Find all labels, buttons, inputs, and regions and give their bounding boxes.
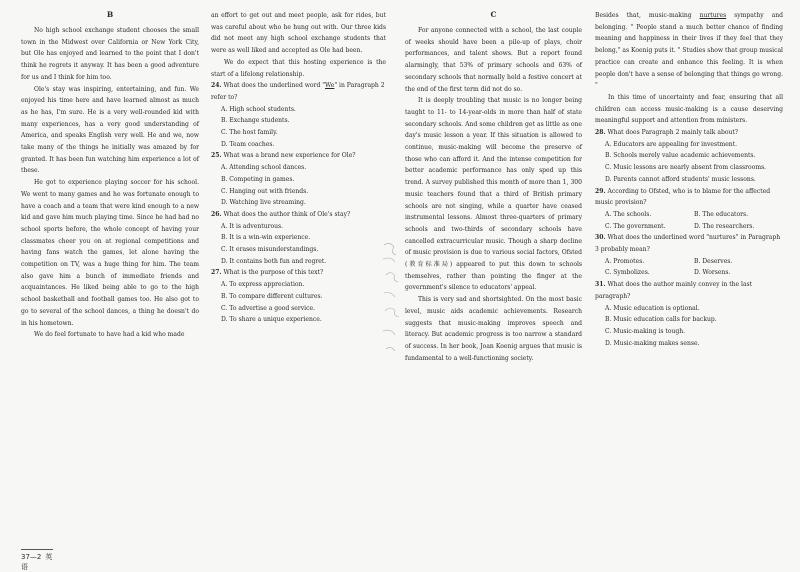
question-number: 28. [595, 129, 606, 137]
question-30: 30. What does the underlined word "nurtures" in Paragraph 3 probably mean? A. Promotes. B. Deserves. C. Symbolizes. D. Worsens. [595, 232, 783, 279]
option-c: C. It erases misunderstandings. [221, 246, 319, 254]
passage-b-title: B [106, 10, 114, 19]
question-31: 31. What does the author mainly convey in the last paragraph? A. Music education is optional. B. Music education calls for backup. C. Music-making is tough. D. Music-making makes sense. [595, 279, 783, 349]
question-27: 27. What is the purpose of this text? A. To express appreciation. B. To compare different cultures. C. To advertise a good service. D. To share a unique experience. [211, 267, 386, 326]
option-a: A. Educators are appealing for investment. [605, 140, 738, 148]
question-25: 25. What was a brand new experience for Ole? A. Attending school dances. B. Competing in games. C. Hanging out with friends. D. Watching live streaming. [211, 150, 386, 209]
option-b: B. Music education calls for backup. [605, 316, 717, 324]
passage-b-paragraph-3: He got to experience playing soccer for his school. We went to many games and he was fortunate enough to have a coach and a team that were kind enough to a new kid and gave him much playing time. Since he had had no school sports before, the whole concept of having your classmates cheer you on at regional competitions and having fans watch the games, let alone having the competition on TV, was a huge thing for him. The team also gave him a bunch of immediate friends and acquaintances. He liked being able to go to the high school basketball and football games too. He also got to go to several of the school dances, a thing he doesn't do in his hometown. [21, 179, 199, 327]
option-d: D. Watching live streaming. [221, 199, 306, 207]
option-a: A. High school students. [221, 105, 296, 113]
question-26: 26. What does the author think of Ole's stay? A. It is adventurous. B. It is a win-win experience. C. It erases misunderstandings. D. It contains both fun and regret. [211, 209, 386, 268]
option-d: D. The researchers. [694, 222, 755, 230]
option-c: C. Hanging out with friends. [221, 187, 309, 195]
passage-c-paragraph-1: For anyone connected with a school, the last couple of weeks should have been a pile-up of plays, choir performances, and talent shows. But a report found alarmingly, that 53% of primary schools and 63% of secondary schools that normally held a festive concert at the end of the first term did not do so. [405, 27, 582, 93]
page-footer [21, 549, 53, 572]
option-b: B. To compare different cultures. [221, 292, 323, 300]
page-number: 37—2 [21, 553, 42, 561]
underlined-word: We [325, 82, 335, 90]
option-a: A. Attending school dances. [221, 164, 307, 172]
option-b: B. Schools merely value academic achievements. [605, 152, 756, 160]
option-d: D. It contains both fun and regret. [221, 257, 327, 265]
passage-c-paragraph-2: It is deeply troubling that music is no longer being taught to 11- to 14-year-olds in more than half of state secondary schools. And some children get as little as one day's music lesson a year. If this situation is allowed to continue, music-making will become the preserve of those who can afford it. And the intense competition for better academic performance has only sped up this trend. A survey published this month of more than 1, 300 music teachers found that a third of British primary schools are not singing, while a quarter have ceased instrumental lessons. Almost three-quarters of primary schools and two-thirds of secondary schools have cancelled extracurricular music. Though a sharp decline of music provision is due to various social factors, Ofsted (教育标准局) appeared to put this down to schools themselves, rather than pointing the finger at the government's silence to educators' appeal. [405, 97, 582, 292]
option-b: B. Deserves. [694, 257, 733, 265]
option-d: D. Worsens. [694, 269, 731, 277]
passage-c-column [405, 10, 582, 364]
passage-c-continued-column [595, 10, 783, 349]
passage-c-title: C [490, 10, 497, 19]
option-d: D. Music-making makes sense. [605, 339, 700, 347]
passage-c-cont-paragraph-2: In this time of uncertainty and fear, ensuring that all children can access music-making is a cause deserving meaningful support and attention from ministers. [595, 93, 783, 125]
option-a: A. Music education is optional. [605, 304, 700, 312]
option-b: B. Exchange students. [221, 117, 290, 125]
option-b: B. Competing in games. [221, 175, 295, 183]
option-d: D. Team coaches. [221, 140, 275, 148]
question-number: 25. [211, 152, 222, 160]
pencil-marks-drawing [380, 235, 416, 365]
passage-b-paragraph-1: No high school exchange student chooses the small town in the Midwest over California or New York City, but Ole has enjoyed and learned to the point that I don't think he regrets it anyway. It has been a good adventure for us and I think for him too. [21, 27, 199, 81]
question-number: 30. [595, 234, 606, 242]
passage-b-continued-column [211, 10, 386, 326]
question-number: 26. [211, 210, 222, 218]
passage-b-paragraph-2: Ole's stay was inspiring, entertaining, and fun. We enjoyed his time here and have learned almost as much as he has, I'm sure. He is a very well-rounded kid with many experiences, has a very good understanding of America, and speaks English very well. He and we, now take many of the things he initially was amazed by for granted. It has been fun watching him experience a lot of these. [21, 85, 199, 175]
option-d: D. Parents cannot afford students' music lessons. [605, 175, 756, 183]
passage-b-cont-paragraph-2: We do expect that this hosting experience is the start of a lifelong relationship. [211, 58, 386, 78]
question-29: 29. According to Ofsted, who is to blame for the affected music provision? A. The schools. B. The educators. C. The government. D. The researchers. [595, 186, 783, 233]
question-number: 27. [211, 269, 222, 277]
option-b: B. It is a win-win experience. [221, 234, 311, 242]
subject-label: 英语 [21, 553, 53, 571]
option-c: C. Symbolizes. [605, 269, 650, 277]
option-a: A. It is adventurous. [221, 222, 284, 230]
question-number: 24. [211, 82, 222, 90]
passage-c-cont-paragraph-1: Besides that, music-making nurtures sympathy and belonging. " People stand a much better chance of finding meaning and happiness in their lives if they feel that they belong," as Koenig puts it. " Studies show that group musical practice can create and enhance this feeling. It is when people don't have a sense of belonging that things go wrong. " [595, 12, 783, 90]
option-d: D. To share a unique experience. [221, 316, 322, 324]
question-28: 28. What does Paragraph 2 mainly talk about? A. Educators are appealing for investment. B. Schools merely value academic achievements. C. Music lessons are nearly absent from classrooms. D. Parents cannot afford students' music lessons. [595, 127, 783, 186]
passage-b-paragraph-4: We do feel fortunate to have had a kid who made [34, 331, 185, 339]
question-number: 31. [595, 281, 606, 289]
option-b: B. The educators. [694, 210, 749, 218]
passage-b-cont-paragraph-1: an effort to get out and meet people, ask for rides, but was careful about who he hung out with. Our three kids did not meet any high school exchange students that were as well liked and accepted as Ole had been. [211, 12, 386, 55]
question-24: 24. What does the underlined word "We" in Paragraph 2 refer to? A. High school students. B. Exchange students. C. The host family. D. Team coaches. [211, 80, 386, 150]
underlined-word: nurtures [699, 12, 727, 19]
passage-b-column [21, 10, 199, 341]
option-c: C. Music lessons are nearly absent from classrooms. [605, 164, 767, 172]
option-c: C. The host family. [221, 129, 278, 137]
passage-c-paragraph-3: This is very sad and shortsighted. On the most basic level, music aids academic achievements. Research suggests that music-making improves speech and literacy. But academic progress is too narrow a standard of success. In her book, Joan Koenig argues that music is fundamental to a well-functioning society. [405, 296, 582, 362]
option-a: A. The schools. [605, 210, 652, 218]
option-a: A. Promotes. [605, 257, 645, 265]
option-a: A. To express appreciation. [221, 281, 305, 289]
question-number: 29. [595, 187, 606, 195]
option-c: C. To advertise a good service. [221, 304, 315, 312]
option-c: C. Music-making is tough. [605, 327, 686, 335]
option-c: C. The government. [605, 222, 666, 230]
